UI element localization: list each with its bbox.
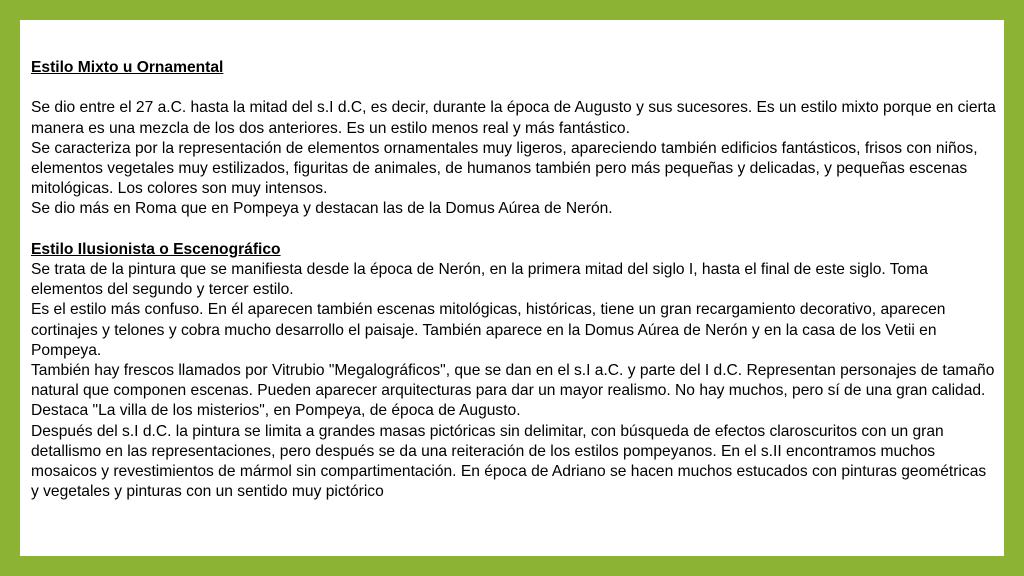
paragraph: Se dio más en Roma que en Pompeya y destacan las de la Domus Aúrea de Nerón. <box>31 200 613 218</box>
paragraph: Es el estilo más confuso. En él aparecen también escenas mitológicas, históricas, tiene un gran recargamiento decorativo, aparecen cortinajes y telones y cobra mucho desarrollo el paisaje. También aparece en la Domus Aúrea de Nerón y en la casa de los Vetii en Pompeya. <box>31 301 946 359</box>
paragraph: Se caracteriza por la representación de elementos ornamentales muy ligeros, apareciendo también edificios fantásticos, frisos con niños, elementos vegetales muy estilizados, figuritas de animales, de humanos también pero más pequeñas y delicadas, y pequeñas escenas mitológicas. Los colores son muy intensos. <box>31 139 978 198</box>
paragraph: Se dio entre el 27 a.C. hasta la mitad del s.I d.C, es decir, durante la época de Augusto y sus sucesores. Es un estilo mixto porque en cierta manera es una mezcla de los dos anteriores. Es un estilo menos real y más fantástico. <box>31 99 996 137</box>
section-heading-ilusionista: Estilo Ilusionista o Escenográfico <box>31 240 281 258</box>
paragraph: Después del s.I d.C. la pintura se limita a grandes masas pictóricas sin delimitar, con búsqueda de efectos claroscuritos con un gran detallismo en las representaciones, pero después se da una reiteración de los estilos pompeyanos. En el s.II encontramos muchos mosaicos y revestimientos de mármol sin compartimentación. En época de Adriano se hacen muchos estucados con pinturas geométricas y vegetales y pinturas con un sentido muy pictórico <box>31 422 987 501</box>
paragraph: También hay frescos llamados por Vitrubio "Megalográficos", que se dan en el s.I a.C. y parte del I d.C. Representan personajes de tamaño natural que componen escenas. Pueden aparecer arquitecturas para dar un mayor realismo. No hay muchos, pero sí de una gran calidad. Destaca "La villa de los misterios", en Pompeya, de época de Augusto. <box>31 362 995 420</box>
text-body <box>31 58 997 502</box>
slide-page <box>20 20 1004 556</box>
spacer <box>31 220 997 240</box>
paragraph: Se trata de la pintura que se manifiesta desde la época de Nerón, en la primera mitad del siglo I, hasta el final de este siglo. Toma elementos del segundo y tercer estilo. <box>31 261 928 299</box>
spacer <box>31 78 997 98</box>
section-heading-mixto: Estilo Mixto u Ornamental <box>31 59 224 76</box>
